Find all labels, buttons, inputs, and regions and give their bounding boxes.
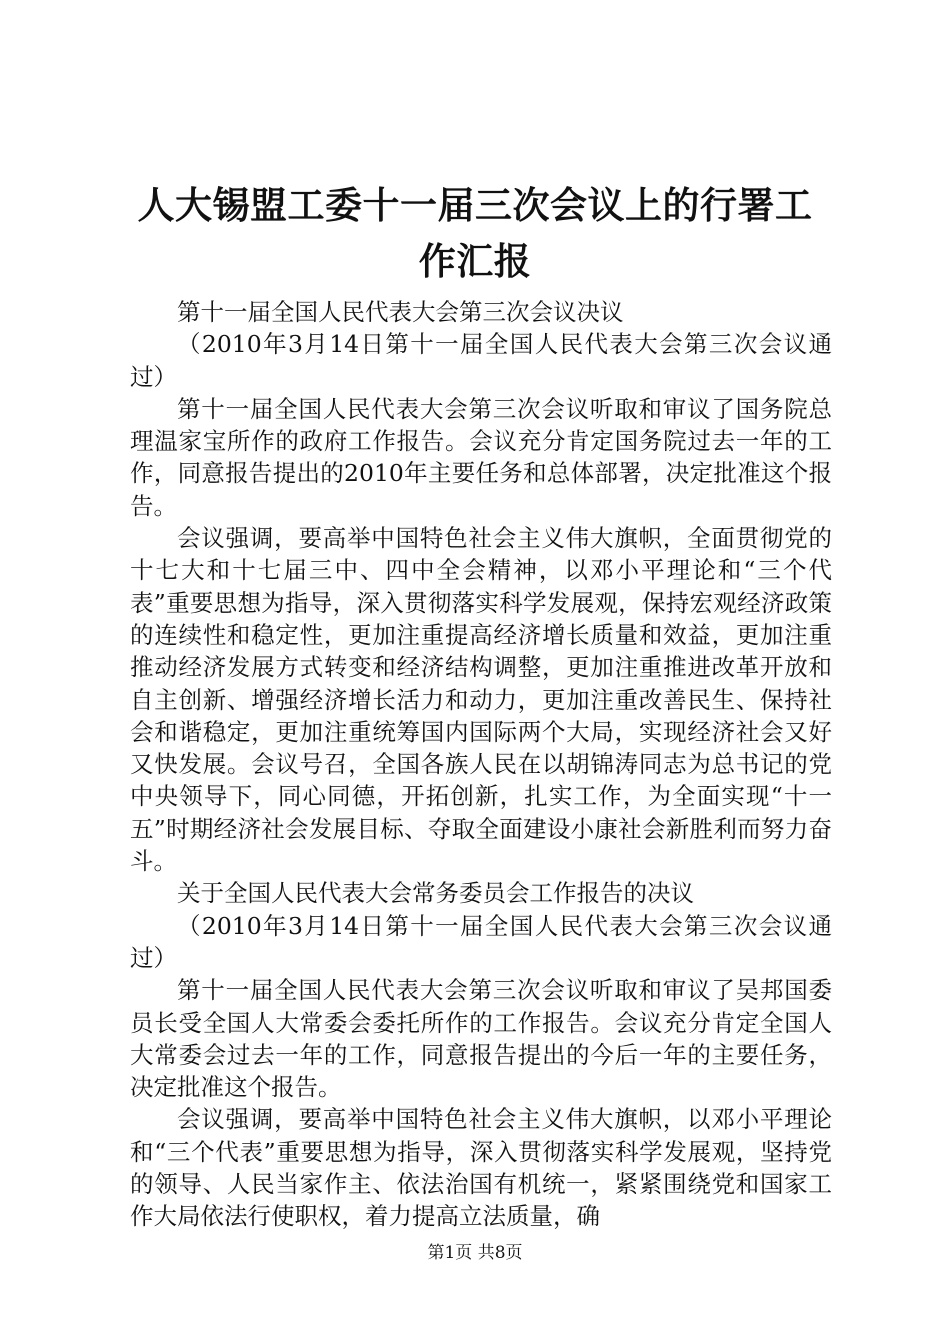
body-paragraph: 第十一届全国人民代表大会第三次会议听取和审议了吴邦国委员长受全国人大常委会委托所作的工作报告。会议充分肯定全国人大常委会过去一年的工作，同意报告提出的今后一年的主要任务，决定批准这个报告。 xyxy=(130,976,832,1102)
resolution-date-2: （2010年3月14日第十一届全国人民代表大会第三次会议通过） xyxy=(130,911,832,972)
body-paragraph: 会议强调，要高举中国特色社会主义伟大旗帜，全面贯彻党的十七大和十七届三中、四中全会精神，以邓小平理论和“三个代表”重要思想为指导，深入贯彻落实科学发展观，保持宏观经济政策的连续性和稳定性，更加注重提高经济增长质量和效益，更加注重推动经济发展方式转变和经济结构调整，更加注重推进改革开放和自主创新、增强经济增长活力和动力，更加注重改善民生、保持社会和谐稳定，更加注重统筹国内国际两个大局，实现经济社会又好又快发展。会议号召，全国各族人民在以胡锦涛同志为总书记的党中央领导下，同心同德，开拓创新，扎实工作，为全面实现“十一五”时期经济社会发展目标、夺取全面建设小康社会新胜利而努力奋斗。 xyxy=(130,524,832,876)
page-number-footer: 第1页 共8页 xyxy=(427,1243,523,1263)
body-paragraph: 第十一届全国人民代表大会第三次会议听取和审议了国务院总理温家宝所作的政府工作报告。会议充分肯定国务院过去一年的工作，同意报告提出的2010年主要任务和总体部署，决定批准这个报告。 xyxy=(130,394,832,520)
resolution-heading-1: 第十一届全国人民代表大会第三次会议决议 xyxy=(177,298,624,326)
body-paragraph: 会议强调，要高举中国特色社会主义伟大旗帜，以邓小平理论和“三个代表”重要思想为指导，深入贯彻落实科学发展观，坚持党的领导、人民当家作主、依法治国有机统一，紧紧围绕党和国家工作大局依法行使职权，着力提高立法质量，确 xyxy=(130,1105,832,1231)
resolution-heading-2: 关于全国人民代表大会常务委员会工作报告的决议 xyxy=(177,879,694,908)
document-title: 人大锡盟工委十一届三次会议上的行署工作汇报 xyxy=(137,184,813,283)
resolution-date-1: （2010年3月14日第十一届全国人民代表大会第三次会议通过） xyxy=(130,330,832,391)
document-body xyxy=(130,296,832,1233)
